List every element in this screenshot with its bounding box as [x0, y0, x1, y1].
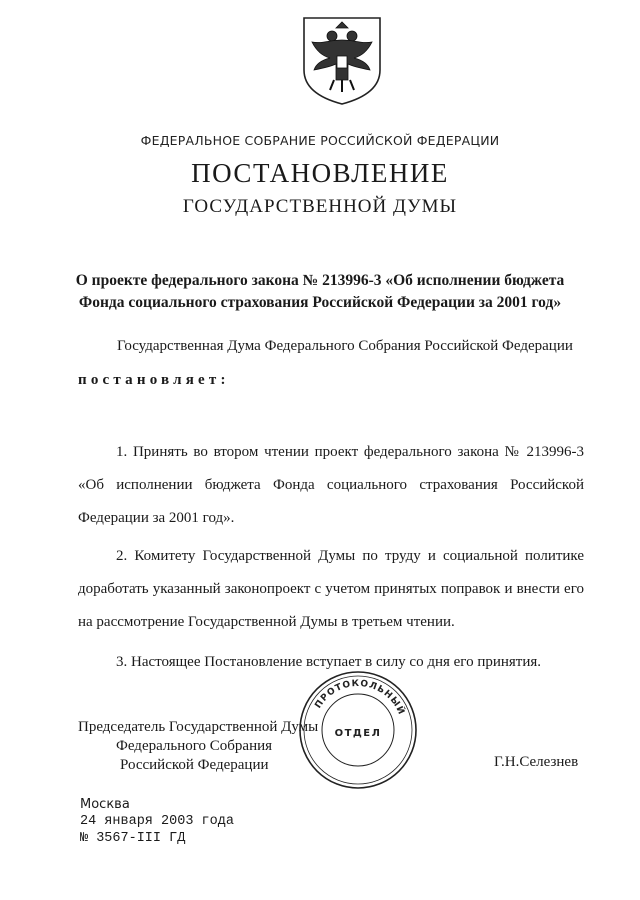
- signatory-title: [78, 718, 318, 775]
- signatory-name: Г.Н.Селезнев: [494, 754, 579, 770]
- footer-city: Москва: [80, 797, 130, 812]
- document-subject: [60, 270, 580, 314]
- resolution-item-2: 2. Комитету Государственной Думы по труду и социальной политике доработать указанный законопроект с учетом принятых поправок и внести его на рассмотрение Государственной Думы в третьем чтении.: [78, 548, 584, 630]
- footer-date: 24 января 2003 года: [80, 814, 234, 829]
- resolves-word: постановляет:: [78, 372, 230, 388]
- resolution-item-1: 1. Принять во втором чтении проект федерального закона № 213996-3 «Об исполнении бюджета Фонда социального страхования Российской Федерации за 2001 год».: [78, 444, 584, 526]
- stamp-center-text: ОТДЕЛ: [334, 728, 382, 739]
- footer-number: № 3567-III ГД: [80, 831, 186, 846]
- document-issuer: ГОСУДАРСТВЕННОЙ ДУМЫ: [182, 196, 458, 217]
- round-stamp: [296, 668, 420, 792]
- resolution-item-3: 3. Настоящее Постановление вступает в силу со дня его принятия.: [116, 654, 542, 670]
- organization-name: ФЕДЕРАЛЬНОЕ СОБРАНИЕ РОССИЙСКОЙ ФЕДЕРАЦИИ: [140, 133, 500, 148]
- signatory-title-line-2: Федерального Собрания: [116, 738, 273, 754]
- document-footer: [80, 796, 234, 847]
- document-type: ПОСТАНОВЛЕНИЕ: [191, 158, 449, 188]
- signatory-title-line-1: Председатель Государственной Думы: [78, 719, 319, 735]
- stamp-ring-text: ПРОТОКОЛЬНЫЙ: [313, 678, 407, 717]
- intro-paragraph: Государственная Дума Федерального Собрания Российской Федерации: [117, 338, 573, 354]
- subject-line-2: Фонда социального страхования Российской Федерации за 2001 год»: [78, 294, 562, 311]
- signatory-title-line-3: Российской Федерации: [120, 757, 269, 773]
- coat-of-arms-emblem: [300, 14, 384, 106]
- subject-line-1: О проекте федерального закона № 213996-3 «Об исполнении бюджета: [75, 272, 565, 289]
